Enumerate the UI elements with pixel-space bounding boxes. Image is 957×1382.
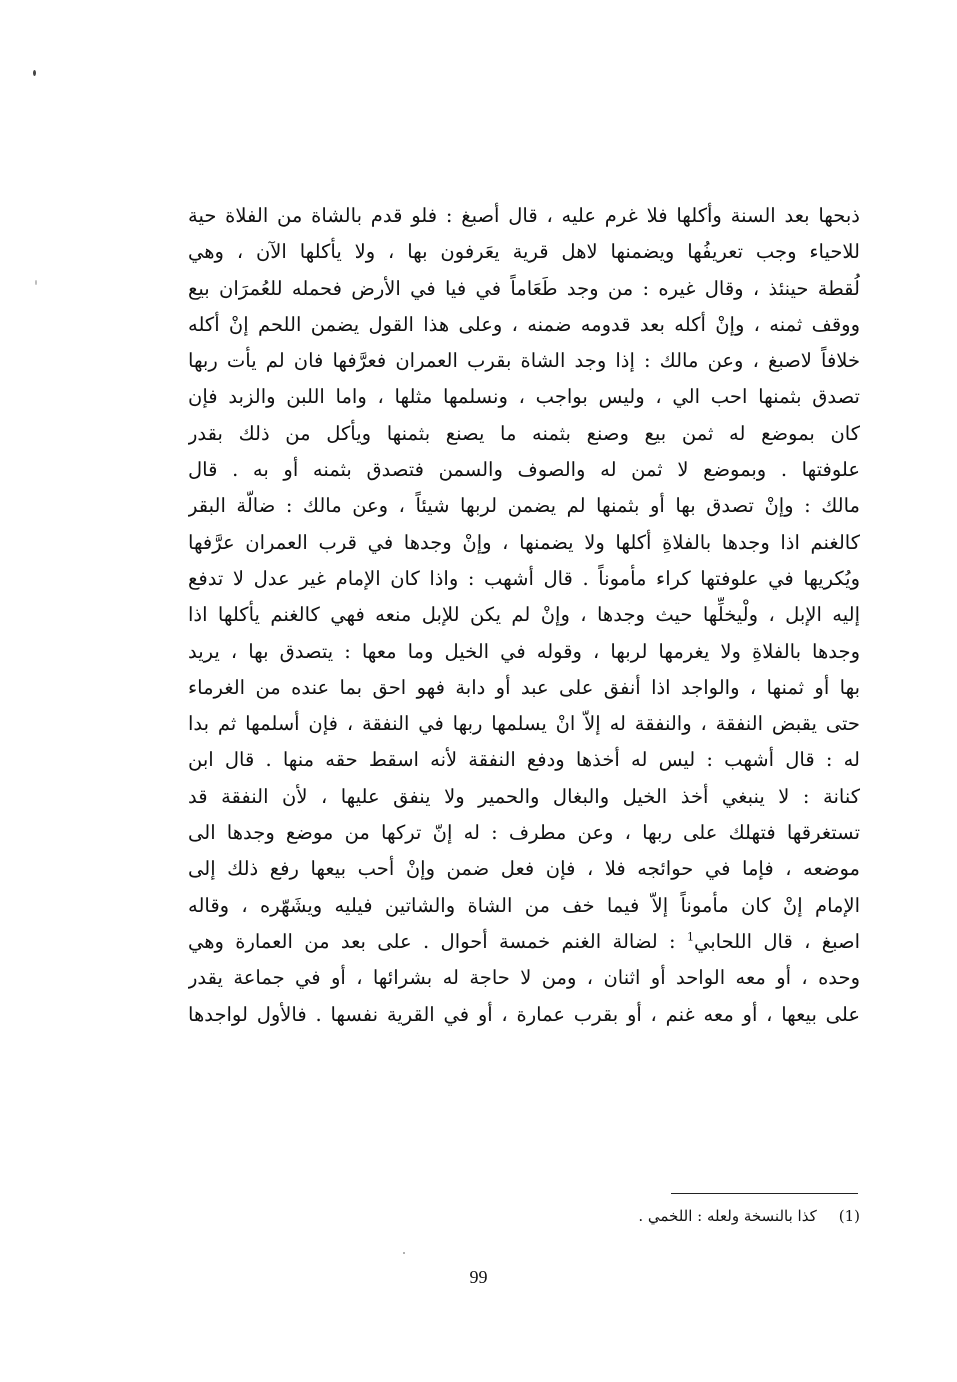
- text-line: مالك : وإنْ تصدق بها أو بثمنها لم يضمن لربها شيئاً ، وعن مالك : ضالّة البقر: [188, 494, 860, 518]
- text-line: خلافاً لاصبغ ، وعن مالك : إذا وجد الشاة بقرب العمران فعرَّفها فان لم يأت ربها: [188, 349, 860, 373]
- text-line: لُقطة حينئذ ، وقال غيره : من وجد طَعَاماً في فيا في الأرض فحمله للعُمرَان بيع: [188, 276, 860, 300]
- footnote-separator: [671, 1193, 858, 1194]
- footnote-reference[interactable]: 1: [686, 930, 694, 944]
- text-line: ووقف ثمنه ، وإنْ أكله بعد قدومه ضمنه ، وعلى هذا القول يضمن اللحم إنْ أكله: [188, 312, 860, 336]
- text-line: علوفتها . وبموضع لا ثمن له والصوف والسمن فتصدق بثمنه أو به . قال: [188, 458, 860, 482]
- footnote-text: كذا بالنسخة ولعله : اللخمي .: [638, 1207, 817, 1225]
- text-line-end: : لضالة الغنم خمسة أحوال . على بعد من العمارة وهي: [188, 929, 687, 953]
- footnote-number: (1): [838, 1207, 860, 1225]
- text-line: كان بموضع له ثمن بيع وصنع بثمنه ما يصنع بثمنها ويأكل من ذلك بقدر: [188, 421, 860, 445]
- text-line: تصدق بثمنها احب الي ، وليس بواجب ، ونسلمها مثلها ، واما اللبن والزبد فإن: [188, 385, 860, 409]
- text-line: للاحياء وجب تعريفُها ويضمنها لاهل قرية يعَرفون بها ، ولا يأكلها الآن ، وهي: [188, 240, 860, 264]
- text-line: على بيعها ، أو معه غنم ، أو بقرب عمارة ، أو في القرية نفسها . فالأول لواجدها: [188, 1002, 860, 1026]
- text-line: الإمام إنْ كان مأموناً إلاّ فيما خف من الشاة والشاتين فيليه ويشَهّره ، وقاله: [188, 893, 860, 917]
- text-line: حتى يقبض النفقة ، والنفقة له إلاّ انْ يسلمها ربها في النفقة ، فإن أسلمها ثم بدا: [188, 712, 860, 736]
- text-line: بها أو ثمنها ، والواجد اذا أنفق على عبد أو دابة فهو احق بما عنده من الغرماء: [188, 675, 860, 699]
- text-line: موضعه ، فإما في حوائجه فلا ، فإن فعل ضمن وإنْ أحب بيعها رفع ذلك إلى: [188, 857, 860, 881]
- text-line: تستغرقها فتهلك على ربها ، وعن مطرف : له إنّ تركها من موضع وجدها الى: [188, 821, 860, 845]
- text-line: له : قال أشهب : ليس له أخذها ودفع النفقة لأنه اسقط حقه منها . قال ابن: [188, 748, 860, 772]
- text-line: وجدها بالفلاةِ ولا يغرمها لربها ، وقوله في الخيل وما معها : يتصدق بها ، يريد: [188, 639, 860, 663]
- footnote: [638, 1207, 860, 1225]
- text-line: وحده ، أو معه الواحد أو اثنان ، ومن لا حاجة له بشرائها ، أو في جماعة يقدر: [188, 966, 860, 990]
- text-line: إليه الإبل ، ولْيخلِّها حيث وجدها ، وإنْ لم يكن للإبل منعه فهي كالغنم يأكلها اذا: [188, 603, 860, 627]
- page-number: 99: [469, 1267, 488, 1287]
- text-line: ويُكريها في علوفتها كراء مأموناً . قال أشهب : واذا كان الإمام غير عدل لا تدفع: [188, 566, 860, 590]
- text-line: ذبحها بعد السنة وأكلها فلا غرم عليه ، قال أصبغ : فلو قدم بالشاة من الفلاة حية: [188, 204, 860, 227]
- text-line: كنانة : لا ينبغي أخذ الخيل والبغال والحمير ولا ينفق عليها ، لأن النفقة قد: [188, 784, 860, 808]
- text-line-start: اصبغ ، قال اللحابي: [693, 929, 860, 953]
- text-line: كالغنم اذا وجدها بالفلاةِ أكلها ولا يضمنها ، وإنْ وجدها في قرب العمران عرَّفها: [188, 530, 860, 554]
- body-text: [188, 198, 860, 1033]
- text-line-with-footnote-ref: [188, 924, 860, 960]
- scan-speck: [403, 1252, 405, 1254]
- scan-speck: [35, 280, 37, 285]
- scan-speck: [33, 70, 36, 76]
